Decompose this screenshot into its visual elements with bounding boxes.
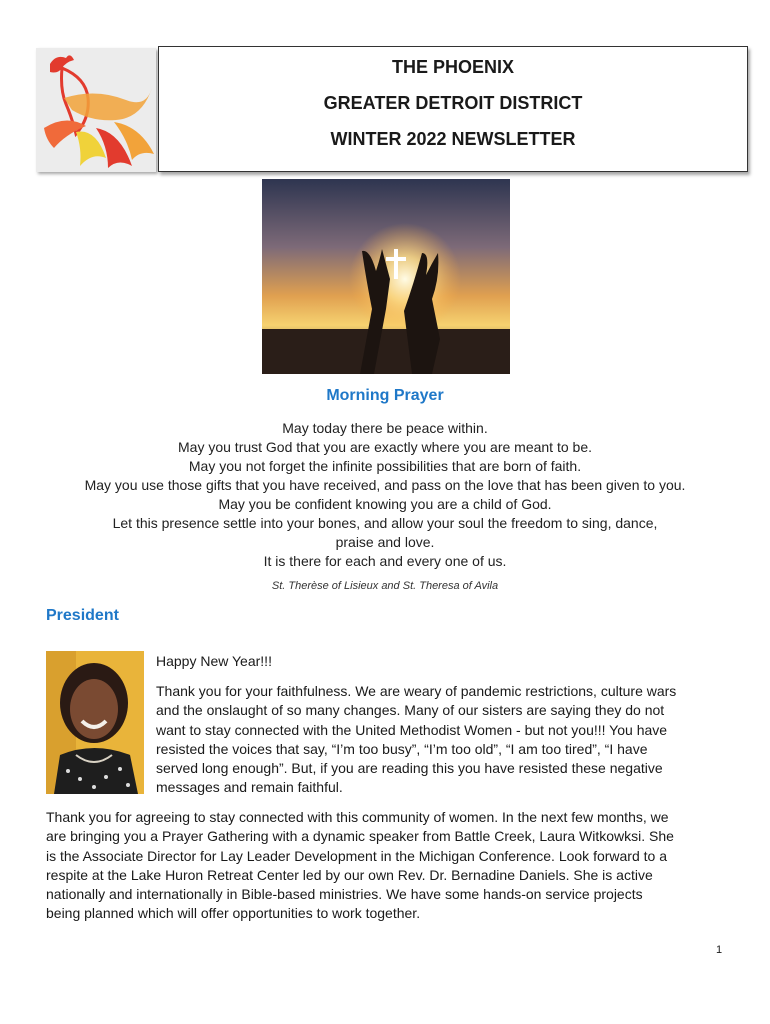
edition-title: WINTER 2022 NEWSLETTER [330,129,576,149]
text-line: Thank you for your faithfulness. We are weary of pandemic restrictions, culture wars [156,683,677,699]
prayer-attribution: St. Therèse of Lisieux and St. Theresa of Avila [271,580,499,592]
text-line: want to stay connected with the United Methodist Women - but not you!!! You have [156,721,668,738]
prayer-line: Let this presence settle into your bones, and allow your soul the freedom to sing, dance, [112,515,658,531]
phoenix-logo [36,48,156,172]
prayer-line: May today there be peace within. [282,420,488,436]
text-line: being planned which will offer opportunities to work together. [46,905,421,922]
text-line: messages and remain faithful. [156,779,343,796]
prayer-line: May you be confident knowing you are a child of God. [218,496,552,512]
text-line: respite at the Lake Huron Retreat Center led by our own Rev. Dr. Bernadine Daniels. She is active [46,866,653,883]
newsletter-title: THE PHOENIX [391,57,515,77]
president-photo [46,651,144,794]
text-line: is the Associate Director for Lay Leader Development in the Michigan Conference. Look forward to a [46,847,667,864]
newsletter-title-box [158,46,748,172]
text-line: are bringing you a Prayer Gathering with a dynamic speaker from Battle Creek, Laura Witkowksi. She [46,828,674,845]
prayer-line: May you use those gifts that you have received, and pass on the love that has been given to you. [84,477,686,493]
text-line: resisted the voices that say, “I’m too busy”, “I’m too old”, “I am too tired”, “I have [156,740,648,757]
text-line: nationally and internationally in Bible-based ministries. We have some hands-on service projects [46,886,643,903]
page-number: 1 [716,944,723,956]
prayer-line: May you not forget the infinite possibilities that are born of faith. [188,458,582,474]
text-line: Thank you for agreeing to stay connected with this community of women. In the next few months, we [46,809,669,825]
prayer-line: May you trust God that you are exactly where you are meant to be. [178,439,592,455]
district-name: GREATER DETROIT DISTRICT [323,93,583,113]
text-line: served long enough”. But, if you are reading this you have resisted these negative [156,760,663,777]
president-paragraph-2 [46,808,736,924]
president-heading: President [46,607,119,624]
president-greeting: Happy New Year!!! [156,653,272,669]
prayer-line: It is there for each and every one of us. [263,553,507,569]
praying-hands-image [262,179,510,374]
morning-prayer-heading: Morning Prayer [326,387,444,404]
text-line: and the onslaught of so many changes. Many of our sisters are saying they do not [156,702,665,719]
prayer-line: praise and love. [335,534,435,550]
president-paragraph-1 [156,682,726,798]
morning-prayer-text [40,419,730,571]
